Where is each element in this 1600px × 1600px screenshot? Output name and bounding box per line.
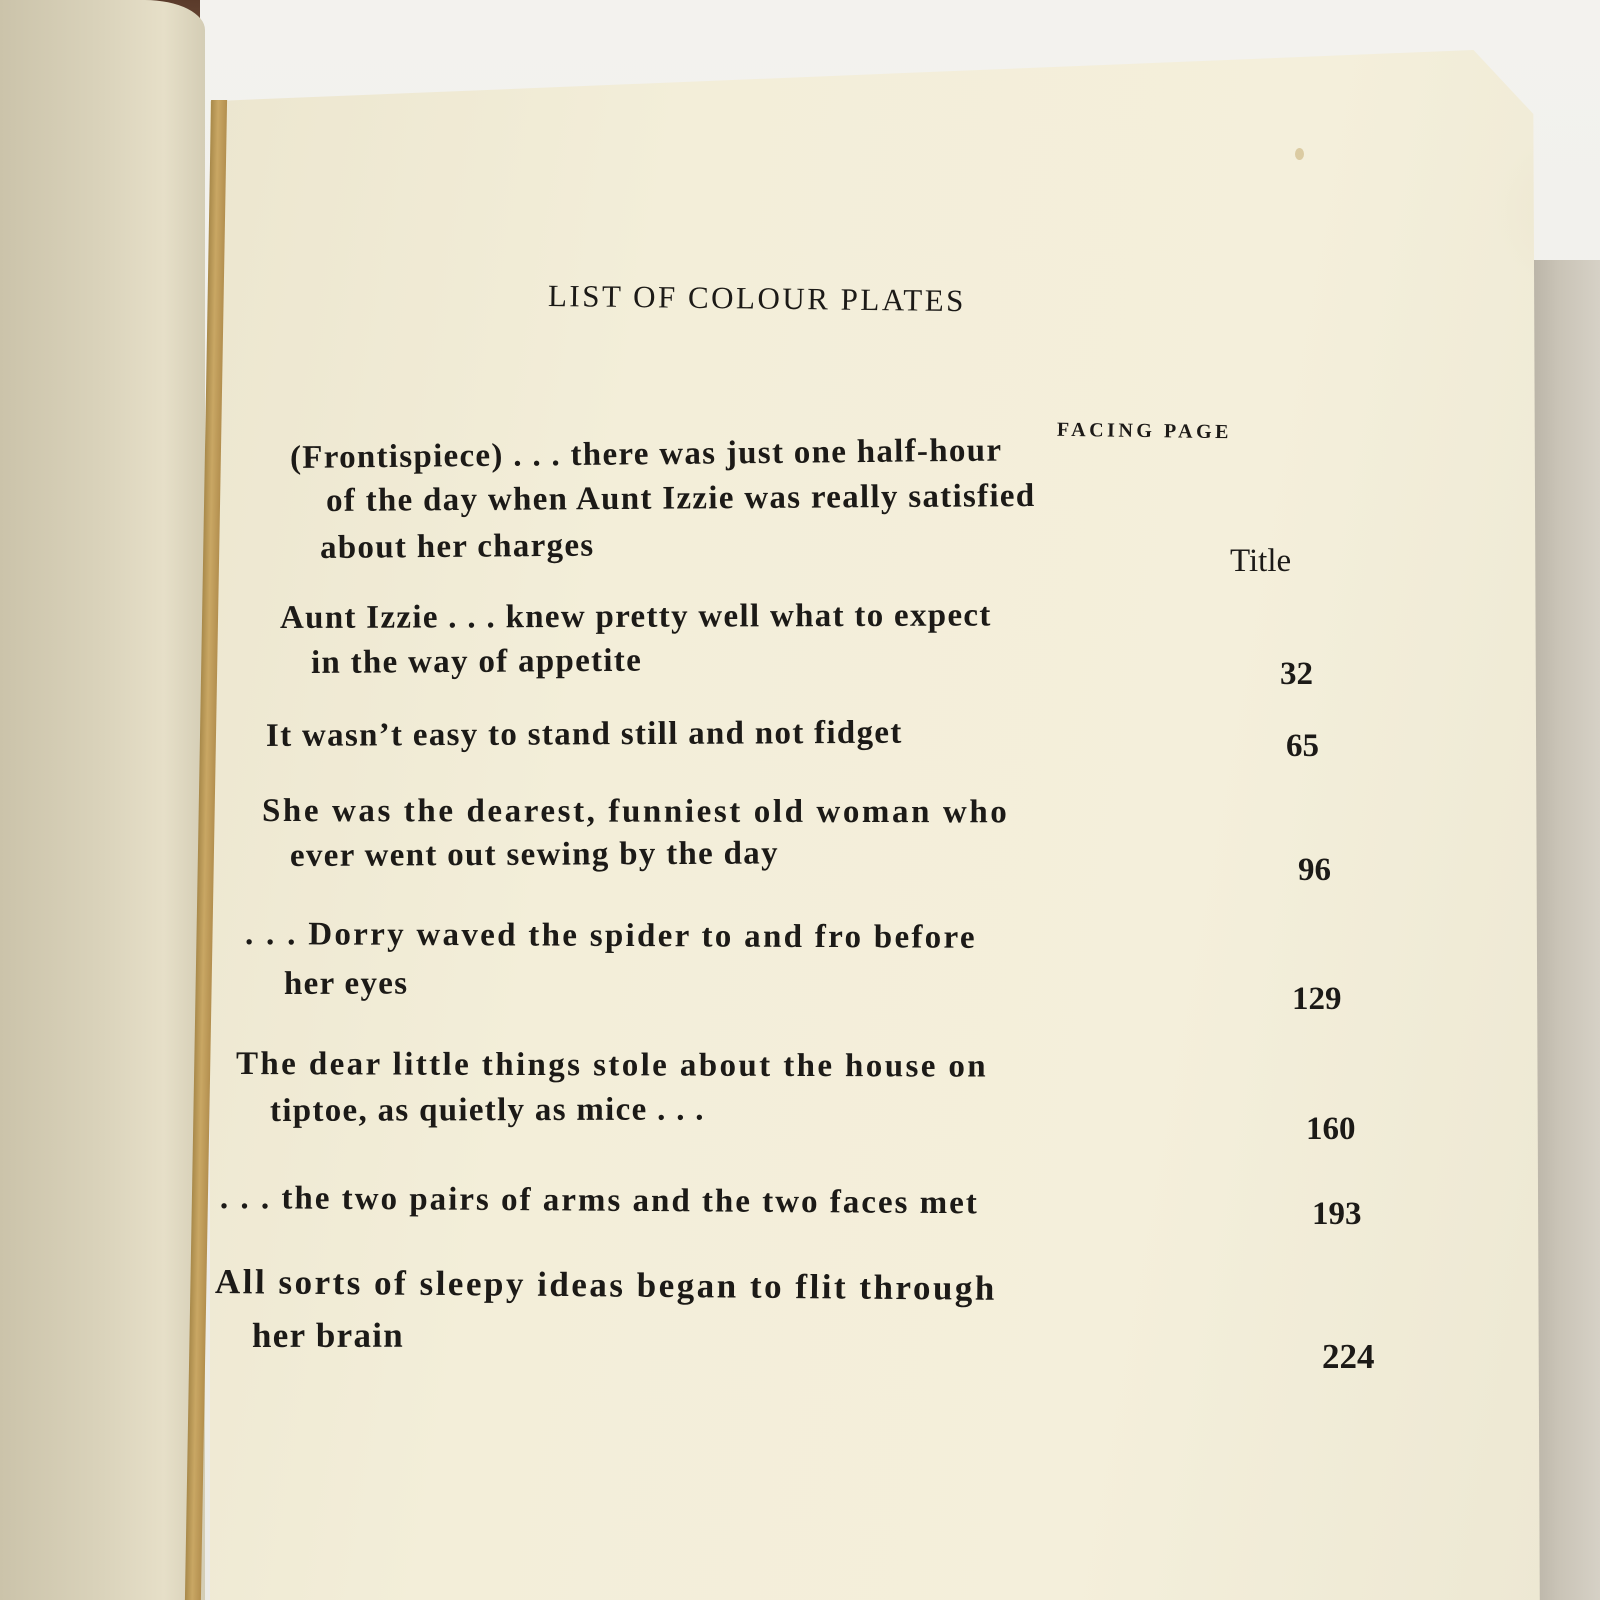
plate-caption-line: about her charges [319, 527, 595, 566]
plate-caption-line: It wasn’t easy to stand still and not fidget [265, 714, 903, 754]
plate-caption-line: . . . Dorry waved the spider to and fro before [244, 916, 977, 956]
plate-caption-line: . . . the two pairs of arms and the two faces met [219, 1180, 979, 1222]
page-title: LIST OF COLOUR PLATES [547, 278, 967, 319]
plate-caption-line: ever went out sewing by the day [289, 835, 779, 874]
plate-page-number: 32 [1280, 656, 1313, 692]
plate-caption-line: All sorts of sleepy ideas began to flit through [214, 1262, 998, 1308]
plate-caption-line: her brain [251, 1315, 405, 1355]
plate-caption-line: She was the dearest, funniest old woman who [261, 793, 1010, 831]
plate-page-number: 96 [1298, 852, 1331, 888]
plate-caption-line: of the day when Aunt Izzie was really satisfied [325, 478, 1036, 519]
plate-page-number: 224 [1322, 1337, 1375, 1376]
plate-page-number: 160 [1306, 1111, 1356, 1147]
plate-page-number: 65 [1286, 728, 1319, 764]
plate-caption-line: tiptoe, as quietly as mice . . . [269, 1091, 705, 1129]
plate-caption-line: Aunt Izzie . . . knew pretty well what to expect [279, 597, 992, 636]
plate-caption-line: The dear little things stole about the house on [235, 1046, 989, 1085]
plate-caption-line: in the way of appetite [310, 642, 643, 681]
plate-caption-line: (Frontispiece) . . . there was just one half-hour [289, 432, 1003, 476]
plate-page-number: 129 [1292, 981, 1342, 1017]
plate-page-number: Title [1230, 543, 1292, 579]
plate-caption-line: her eyes [283, 965, 409, 1002]
plate-page-number: 193 [1312, 1196, 1362, 1232]
paper-spot [1295, 148, 1304, 160]
facing-page-header: FACING PAGE [1056, 418, 1233, 444]
